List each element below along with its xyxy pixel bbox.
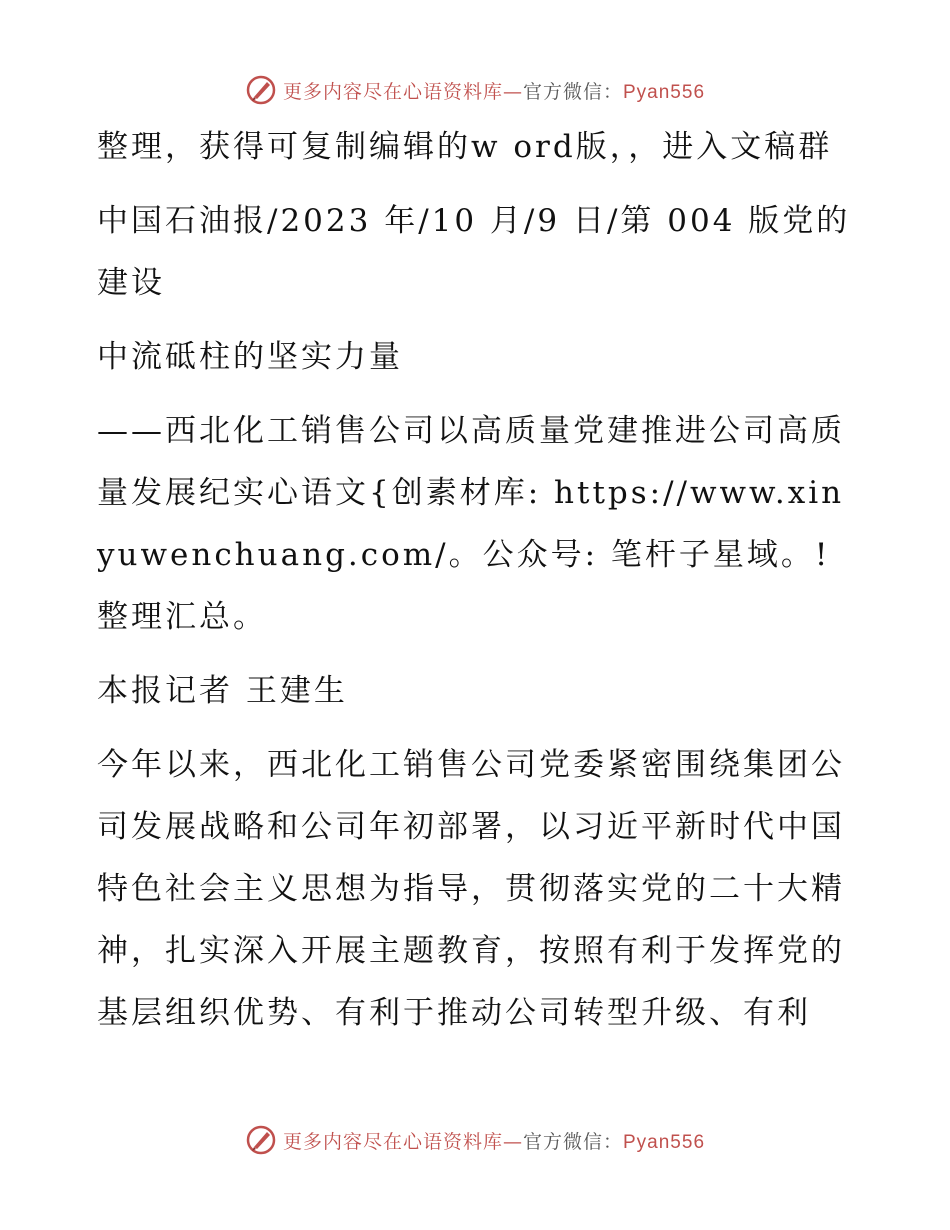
header-banner bbox=[0, 70, 950, 110]
paragraph-body: 今年以来，西北化工销售公司党委紧密围绕集团公司发展战略和公司年初部署，以习近平新时代中国特色社会主义思想为指导，贯彻落实党的二十大精神，扎实深入开展主题教育，按照有利于发挥党的基层组织优势、有利于推动公司转型升级、有利 bbox=[97, 747, 845, 1031]
pen-feather-logo-icon bbox=[245, 1124, 277, 1156]
banner-text: 更多内容尽在心语资料库—官方微信：Pyan556 bbox=[282, 1130, 706, 1153]
pen-feather-logo-icon bbox=[245, 74, 277, 106]
paragraph-source-line: 中国石油报/2023 年/10 月/9 日/第 004 版党的建设 bbox=[97, 203, 851, 301]
article-title: 中流砥柱的坚实力量 bbox=[97, 339, 403, 375]
footer-banner bbox=[0, 1120, 950, 1160]
byline: 本报记者 王建生 bbox=[97, 673, 348, 709]
banner-text: 更多内容尽在心语资料库—官方微信：Pyan556 bbox=[282, 80, 706, 103]
article-subtitle: ——西北化工销售公司以高质量党建推进公司高质量发展纪实心语文{创素材库: https://www.xinyuwenchuang.com/。公众号: 笔杆子星域。! 整理汇总。 bbox=[97, 413, 845, 635]
paragraph-intro-note: 整理，获得可复制编辑的w ord版，，进入文稿群 bbox=[97, 129, 833, 165]
document-body bbox=[97, 116, 857, 1056]
